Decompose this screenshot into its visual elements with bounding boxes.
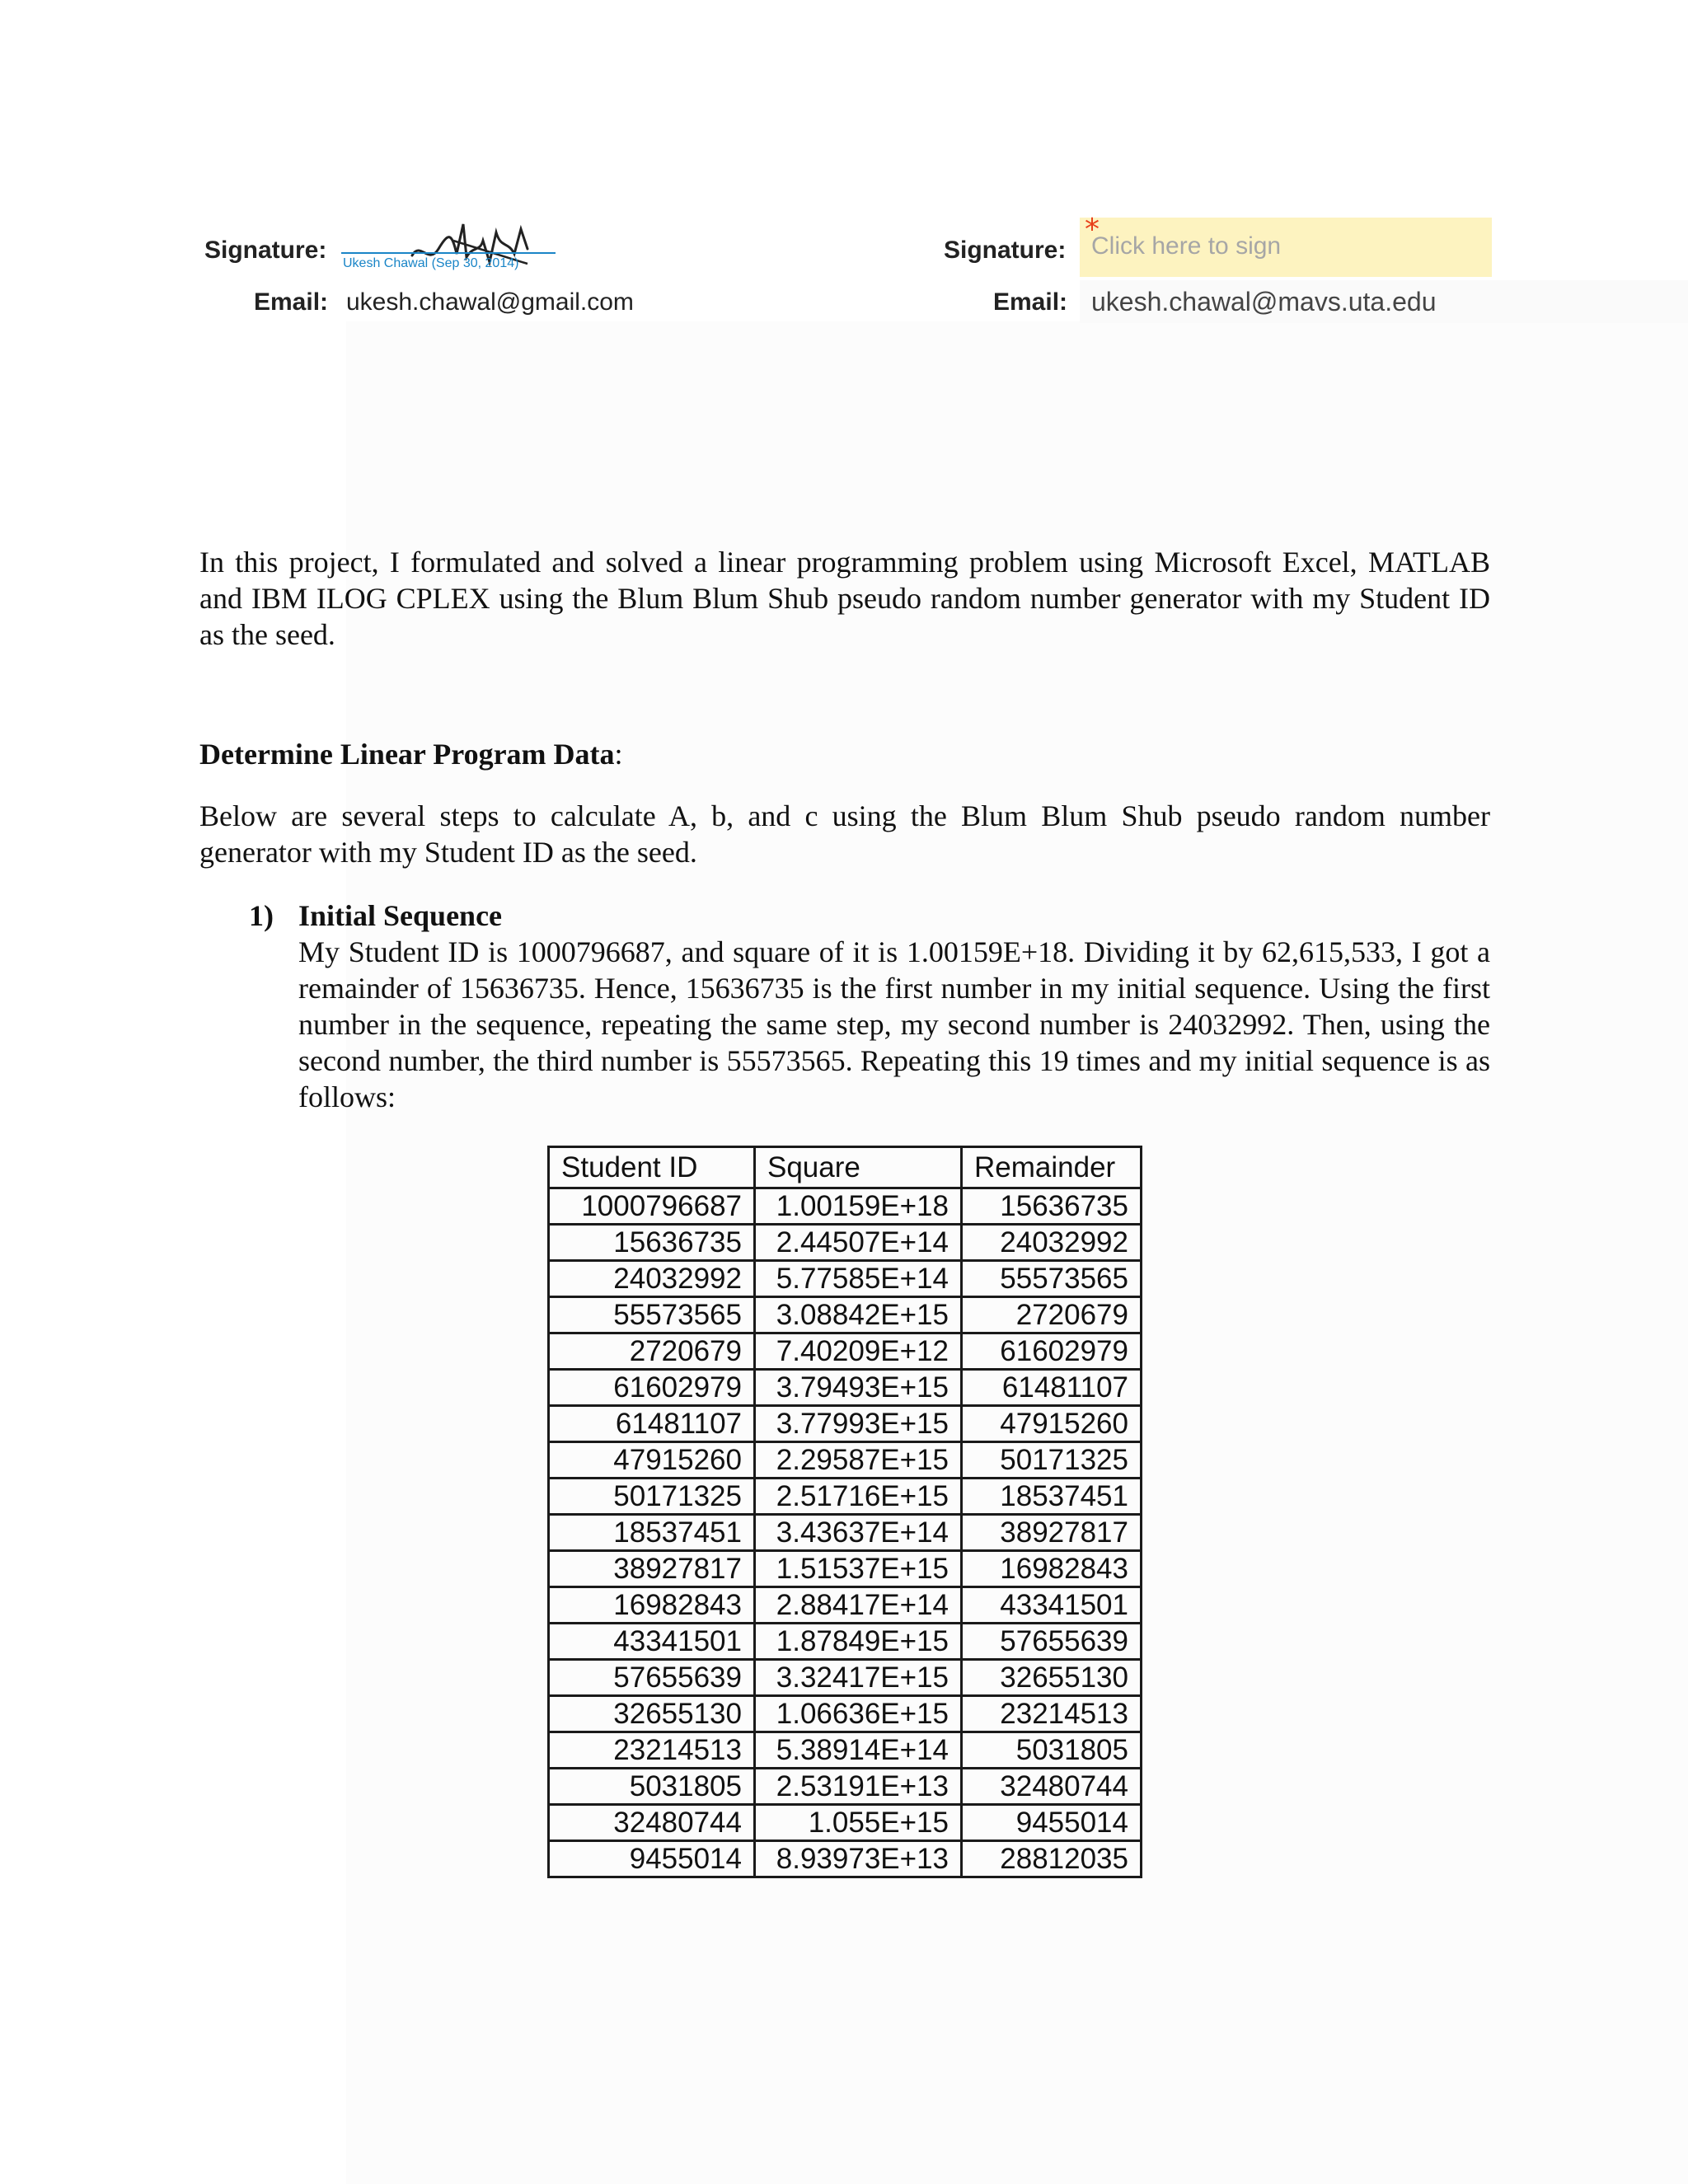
cell-student-id: 24032992 [549,1261,755,1297]
left-email-label: Email: [254,288,329,316]
table-row [549,1732,1142,1769]
cell-remainder: 24032992 [962,1225,1142,1261]
cell-remainder: 55573565 [962,1261,1142,1297]
cell-square: 1.87849E+15 [755,1624,962,1660]
required-marker-icon: * [1085,213,1100,246]
cell-remainder: 61602979 [962,1333,1142,1370]
table-row [549,1479,1142,1515]
cell-student-id: 32655130 [549,1696,755,1732]
cell-square: 3.43637E+14 [755,1515,962,1551]
step-number: 1) [249,899,274,932]
cell-student-id: 5031805 [549,1769,755,1805]
cell-square: 5.38914E+14 [755,1732,962,1769]
table-row [549,1624,1142,1660]
cell-remainder: 2720679 [962,1297,1142,1333]
cell-remainder: 16982843 [962,1551,1142,1587]
table-row [549,1442,1142,1479]
cell-student-id: 32480744 [549,1805,755,1841]
table-row [549,1297,1142,1333]
step-title: Initial Sequence [298,899,503,932]
header-student-id: Student ID [549,1147,755,1188]
cell-square: 8.93973E+13 [755,1841,962,1877]
cell-square: 3.79493E+15 [755,1370,962,1406]
cell-remainder: 23214513 [962,1696,1142,1732]
cell-remainder: 9455014 [962,1805,1142,1841]
cell-student-id: 16982843 [549,1587,755,1624]
cell-square: 1.51537E+15 [755,1551,962,1587]
table-row [549,1769,1142,1805]
cell-student-id: 57655639 [549,1660,755,1696]
table-row [549,1188,1142,1225]
table-row [549,1805,1142,1841]
cell-remainder: 5031805 [962,1732,1142,1769]
table-row [549,1370,1142,1406]
cell-square: 2.88417E+14 [755,1587,962,1624]
left-email-value: ukesh.chawal@gmail.com [346,288,634,316]
cell-student-id: 43341501 [549,1624,755,1660]
cell-square: 1.055E+15 [755,1805,962,1841]
table-row [549,1333,1142,1370]
right-email-field [1080,280,1688,323]
table-row [549,1551,1142,1587]
header-square: Square [755,1147,962,1188]
cell-square: 7.40209E+12 [755,1333,962,1370]
section-heading-text: Determine Linear Program Data [199,738,615,771]
header-remainder: Remainder [962,1147,1142,1188]
cell-square: 2.51716E+15 [755,1479,962,1515]
cell-student-id: 2720679 [549,1333,755,1370]
step-body: My Student ID is 1000796687, and square of it is 1.00159E+18. Dividing it by 62,615,533, I got a remainder of 15636735. Hence, 15636735 is the first number in my initial sequence. Using the first number in the sequence, repeating the same step, my second number is 24032992. Then, using the second number, the third number is 55573565. Repeating this 19 times and my initial sequence is as follows: [298,935,1490,1113]
cell-student-id: 9455014 [549,1841,755,1877]
cell-student-id: 1000796687 [549,1188,755,1225]
table-row [549,1515,1142,1551]
cell-square: 1.06636E+15 [755,1696,962,1732]
table-row [549,1406,1142,1442]
intro-paragraph: In this project, I formulated and solved a linear programming problem using Microsoft Excel, MATLAB and IBM ILOG CPLEX using the Blum Blum Shub pseudo random number generator with my Student ID as the seed. [199,546,1490,651]
cell-remainder: 47915260 [962,1406,1142,1442]
section-heading-colon: : [614,738,623,771]
table-body [549,1188,1142,1877]
table-row [549,1225,1142,1261]
cell-remainder: 28812035 [962,1841,1142,1877]
cell-remainder: 61481107 [962,1370,1142,1406]
cell-remainder: 57655639 [962,1624,1142,1660]
right-email-value: ukesh.chawal@mavs.uta.edu [1091,287,1437,316]
cell-student-id: 47915260 [549,1442,755,1479]
table-row [549,1841,1142,1877]
sign-placeholder: Click here to sign [1091,232,1282,260]
sign-field[interactable] [1080,213,1492,277]
signature-line [341,252,556,254]
left-signature-label: Signature: [204,237,327,264]
table-row [549,1261,1142,1297]
cell-student-id: 18537451 [549,1515,755,1551]
cell-square: 1.00159E+18 [755,1188,962,1225]
table-row [549,1696,1142,1732]
cell-square: 3.08842E+15 [755,1297,962,1333]
cell-square: 5.77585E+14 [755,1261,962,1297]
table-row [549,1660,1142,1696]
cell-remainder: 50171325 [962,1442,1142,1479]
cell-student-id: 50171325 [549,1479,755,1515]
cell-square: 2.44507E+14 [755,1225,962,1261]
cell-remainder: 32655130 [962,1660,1142,1696]
cell-student-id: 61602979 [549,1370,755,1406]
cell-remainder: 38927817 [962,1515,1142,1551]
right-email-label: Email: [993,288,1068,316]
cell-remainder: 15636735 [962,1188,1142,1225]
table-row [549,1587,1142,1624]
cell-remainder: 18537451 [962,1479,1142,1515]
cell-square: 2.29587E+15 [755,1442,962,1479]
sequence-table [547,1146,1142,1878]
cell-student-id: 23214513 [549,1732,755,1769]
right-signature-label: Signature: [944,237,1067,264]
section-description: Below are several steps to calculate A, b, and c using the Blum Blum Shub pseudo random number generator with my Student ID as the seed. [199,799,1490,869]
cell-remainder: 43341501 [962,1587,1142,1624]
cell-square: 2.53191E+13 [755,1769,962,1805]
section-heading [199,737,623,771]
cell-student-id: 61481107 [549,1406,755,1442]
cell-square: 3.77993E+15 [755,1406,962,1442]
cell-remainder: 32480744 [962,1769,1142,1805]
cell-student-id: 38927817 [549,1551,755,1587]
signer-caption: Ukesh Chawal (Sep 30, 2014) [343,256,519,270]
cell-student-id: 15636735 [549,1225,755,1261]
cell-square: 3.32417E+15 [755,1660,962,1696]
cell-student-id: 55573565 [549,1297,755,1333]
table-header-row [549,1147,1142,1188]
